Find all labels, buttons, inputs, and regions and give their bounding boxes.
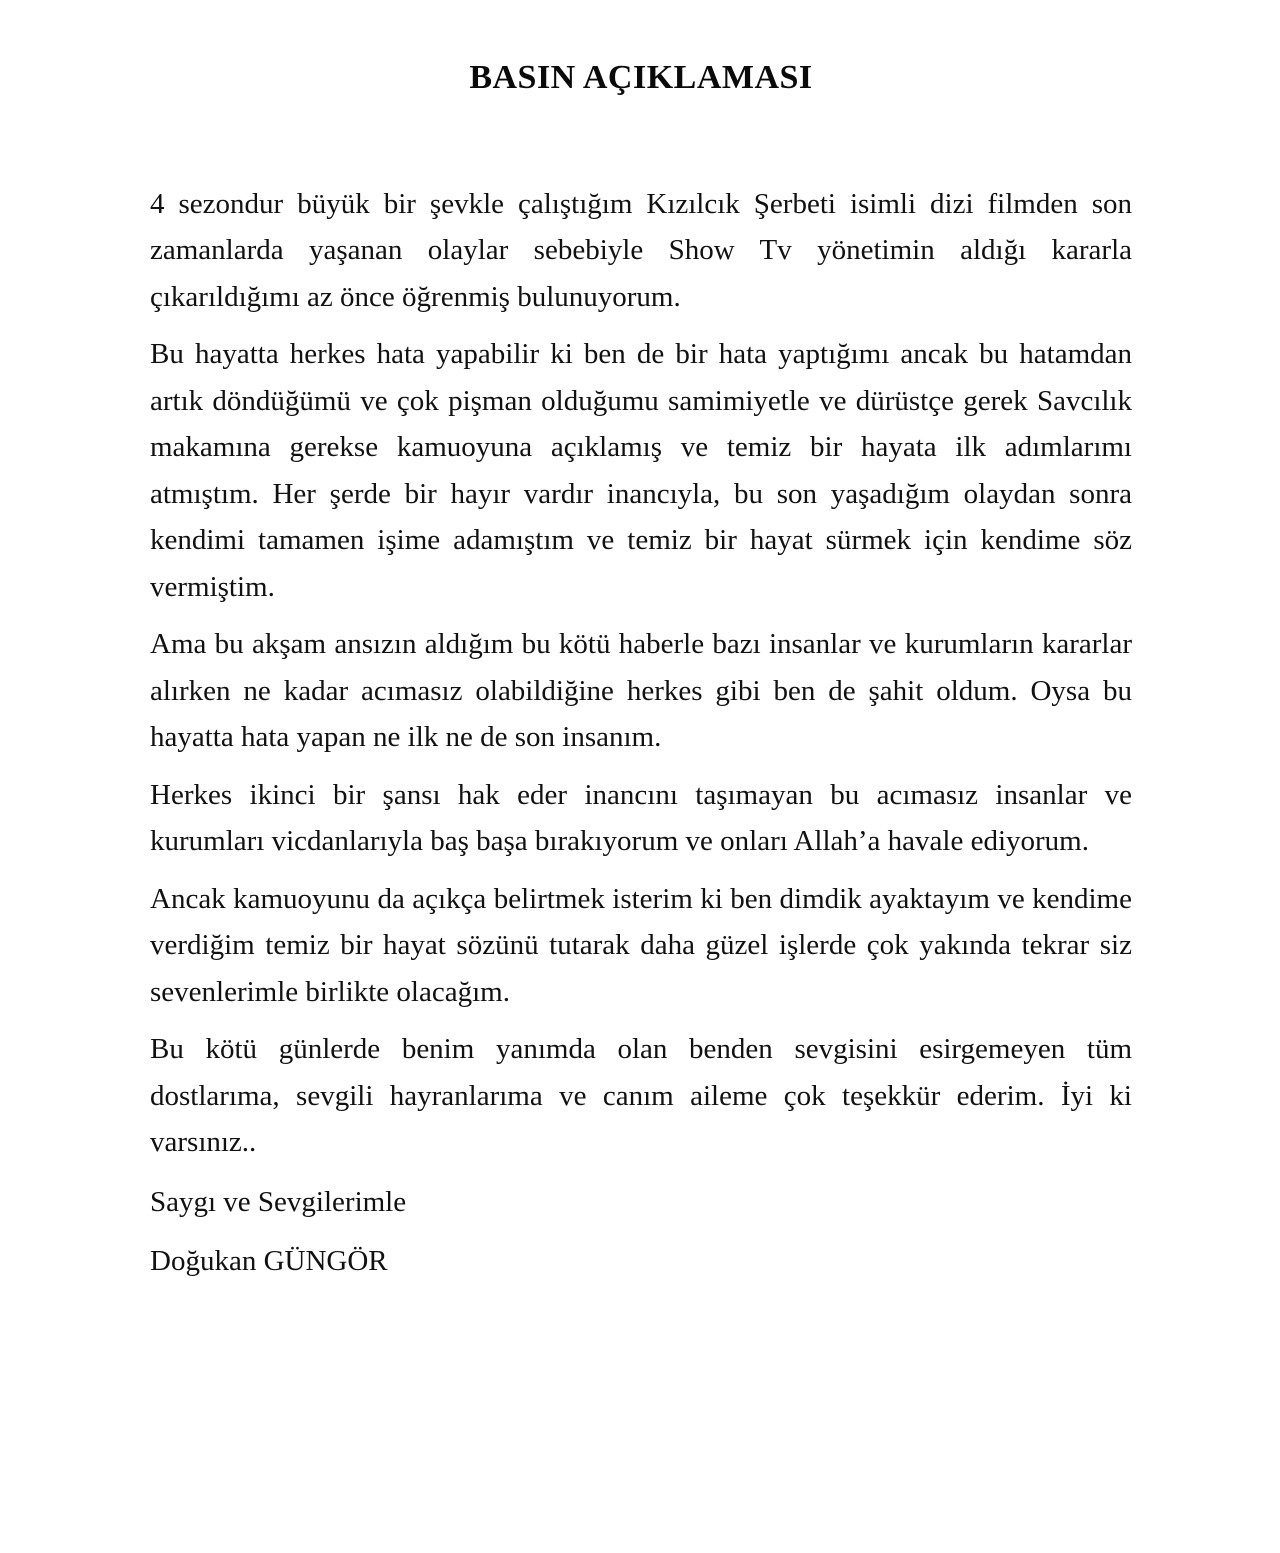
paragraph: Bu kötü günlerde benim yanımda olan benden sevgisini esirgemeyen tüm dostlarıma, sevgili hayranlarıma ve canım aileme çok teşekkür ederim. İyi ki varsınız.. <box>150 1033 1132 1159</box>
page-title: BASIN AÇIKLAMASI <box>469 59 813 96</box>
paragraph: Bu hayatta herkes hata yapabilir ki ben de bir hata yaptığımı ancak bu hatamdan artık döndüğümü ve çok pişman olduğumu samimiyetle ve dürüstçe gerek Savcılık makamına gerekse kamuoyuna açıklamış ve temiz bir hayata ilk adımlarımı atmıştım. Her şerde bir hayır vardır inancıyla, bu son yaşadığım olaydan sonra kendimi tamamen işime adamıştım ve temiz bir hayat sürmek için kendime söz vermiştim. <box>150 338 1132 603</box>
paragraph: Herkes ikinci bir şansı hak eder inancını taşımayan bu acımasız insanlar ve kurumları vicdanlarıyla baş başa bırakıyorum ve onları Allah’a havale ediyorum. <box>150 778 1132 858</box>
statement-footer <box>150 1179 1132 1285</box>
closing-salutation: Saygı ve Sevgilerimle <box>150 1185 407 1218</box>
statement-body <box>150 181 1132 1166</box>
paragraph: 4 sezondur büyük bir şevkle çalıştığım Kızılcık Şerbeti isimli dizi filmden son zamanlarda yaşanan olaylar sebebiyle Show Tv yönetimin aldığı kararla çıkarıldığımı az önce öğrenmiş bulunuyorum. <box>150 187 1132 313</box>
signature-name: Doğukan GÜNGÖR <box>150 1245 388 1278</box>
paragraph: Ama bu akşam ansızın aldığım bu kötü haberle bazı insanlar ve kurumların kararlar alırken ne kadar acımasız olabildiğine herkes gibi ben de şahit oldum. Oysa bu hayatta hata yapan ne ilk ne de son insanım. <box>150 628 1132 754</box>
paragraph: Ancak kamuoyunu da açıkça belirtmek isterim ki ben dimdik ayaktayım ve kendime verdiğim temiz bir hayat sözünü tutarak daha güzel işlerde çok yakında tekrar siz sevenlerimle birlikte olacağım. <box>150 882 1132 1008</box>
